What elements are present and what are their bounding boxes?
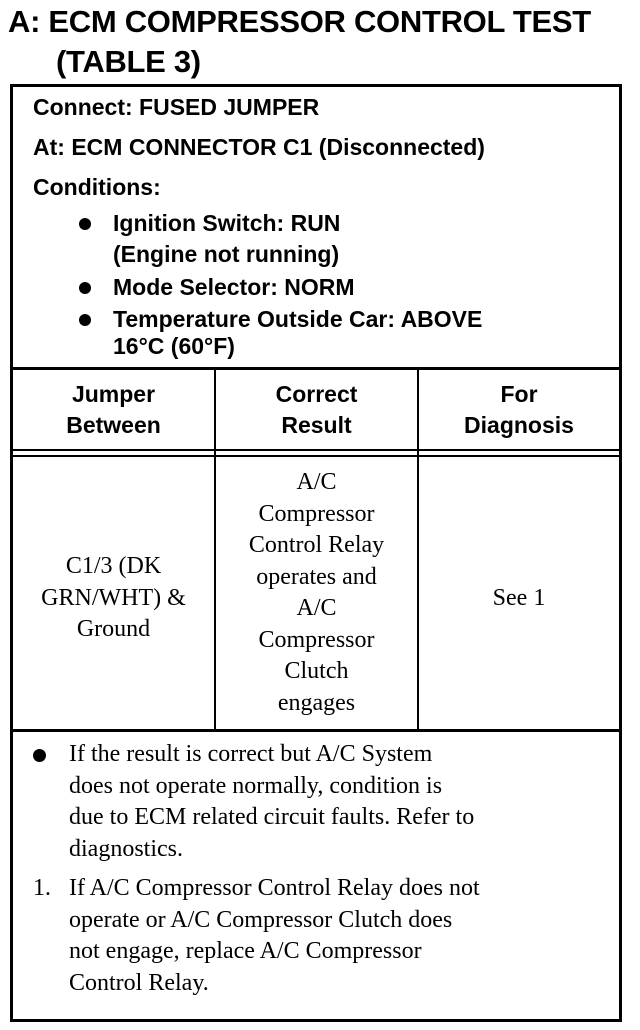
bullet-icon <box>79 218 91 230</box>
cell-for-diagnosis <box>419 583 619 615</box>
header-correct-result <box>216 379 417 441</box>
connect-line: Connect: FUSED JUMPER <box>33 94 320 120</box>
header-for-diagnosis <box>419 379 619 441</box>
note-text: does not operate normally, condition is <box>69 772 443 799</box>
test-setup <box>25 87 619 365</box>
cell-text: engages <box>277 689 356 716</box>
note-text: If the result is correct but A/C System <box>69 741 433 767</box>
title-line-2: (TABLE 3) <box>56 44 201 79</box>
conditions-label: Conditions: <box>33 174 161 200</box>
note-text: not engage, replace A/C Compressor <box>69 938 422 964</box>
note-bullet <box>69 739 605 865</box>
divider <box>13 367 619 370</box>
header-text: Diagnosis <box>464 412 574 438</box>
bullet-icon <box>33 749 46 762</box>
cell-text: GRN/WHT) & <box>41 584 186 611</box>
condition-text: Temperature Outside Car: ABOVE <box>113 306 483 332</box>
header-text: Jumper <box>71 381 156 407</box>
note-text: diagnostics. <box>69 835 183 862</box>
header-text: Result <box>281 412 352 438</box>
cell-text: Ground <box>76 616 151 642</box>
at-line: At: ECM CONNECTOR C1 (Disconnected) <box>33 134 485 160</box>
cell-text: Compressor <box>258 626 375 653</box>
cell-text: Compressor <box>258 500 375 527</box>
cell-text: operates and <box>256 563 377 590</box>
cell-text: Control Relay <box>248 532 385 558</box>
note-numbered <box>69 873 605 999</box>
note-text: due to ECM related circuit faults. Refer to <box>69 804 475 830</box>
header-text: Correct <box>275 381 358 407</box>
page-title <box>8 2 638 82</box>
header-jumper-between <box>13 379 214 441</box>
cell-text: A/C <box>296 595 337 621</box>
cell-text: Clutch <box>284 658 349 684</box>
header-text: Between <box>66 412 161 438</box>
condition-text: (Engine not running) <box>113 241 340 267</box>
condition-text: 16°C (60°F) <box>113 333 235 359</box>
condition-text: Ignition Switch: RUN <box>113 210 341 236</box>
cell-text: See 1 <box>492 585 546 611</box>
note-number: 1. <box>33 875 51 901</box>
condition-text: Mode Selector: NORM <box>113 274 355 300</box>
note-text: operate or A/C Compressor Clutch does <box>69 906 453 933</box>
note-text: Control Relay. <box>69 969 209 996</box>
cell-text: C1/3 (DK <box>65 553 162 579</box>
bullet-icon <box>79 314 91 326</box>
divider <box>13 729 619 732</box>
header-text: For <box>500 381 538 407</box>
cell-correct-result <box>216 467 417 719</box>
cell-jumper-between <box>13 551 214 646</box>
divider <box>13 455 619 457</box>
test-table <box>10 84 622 1022</box>
cell-text: A/C <box>296 469 337 495</box>
note-text: If A/C Compressor Control Relay does not <box>69 875 480 901</box>
bullet-icon <box>79 282 91 294</box>
divider <box>13 449 619 451</box>
title-line-1: A: ECM COMPRESSOR CONTROL TEST <box>8 4 591 39</box>
